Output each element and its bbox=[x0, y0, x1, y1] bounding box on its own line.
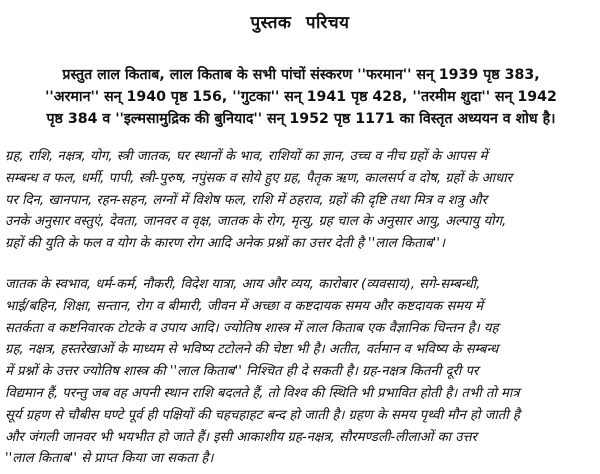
intro-line: प्रस्तुत लाल किताब, लाल किताब के सभी पांचों संस्करण ''फरमान'' सन् 1939 पृष्ठ 383, bbox=[62, 67, 540, 83]
intro-line: पृष्ठ 384 व ''इल्मसामुद्रिक की बुनियाद'' सन् 1952 पृष्ठ 1171 का विस्तृत अध्ययन व शोध है। bbox=[46, 111, 556, 127]
paragraph-description bbox=[5, 274, 597, 470]
page-title: पुस्तक परिचय bbox=[250, 13, 350, 33]
paragraph-line: ग्रह, नक्षत्र, हस्तरेखाओं के माध्यम से भविष्य टटोलने की चेष्टा भी है। अतीत, वर्तमान व भविष्य के सम्बन्ध bbox=[5, 342, 499, 358]
paragraph-line: भाई/बहिन, शिक्षा, सन्तान, रोग व बीमारी, जीवन में अच्छा व कष्टदायक समय और कष्टदायक समय में bbox=[5, 298, 483, 314]
paragraph-line: में प्रश्नों के उत्तर ज्योतिष शास्त्र की ''लाल किताब'' निश्चित ही दे सकती है। ग्रह-नक्षत्र कितनी दूरी पर bbox=[5, 364, 479, 380]
paragraph-line: ग्रहों की युति के फल व योग के कारण रोग आदि अनेक प्रश्नों का उत्तर देती है ''लाल किताब''। bbox=[5, 236, 446, 252]
intro-line: ''अरमान'' सन् 1940 पृष्ठ 156, ''गुटका'' सन् 1941 पृष्ठ 428, ''तरमीम शुदा'' सन् 1942 bbox=[45, 89, 557, 105]
paragraph-line: सतर्कता व कष्टनिवारक टोटके व उपाय आदि। ज्योतिष शास्त्र में लाल किताब एक वैज्ञानिक चिन्तन है। यह bbox=[5, 320, 499, 336]
paragraph-line: सूर्य ग्रहण से चौबीस घण्टे पूर्व ही पक्षियों की चहचहाहट बन्द हो जाती है। ग्रहण के समय पृथ्वी मौन हो जाती है bbox=[5, 407, 520, 423]
paragraph-line: उनके अनुसार वस्तुएं, देवता, जानवर व वृक्ष, जातक के रोग, मृत्यु, ग्रह चाल के अनुसार आयु, अल्पायु योग, bbox=[5, 214, 507, 230]
paragraph-line: और जंगली जानवर भी भयभीत हो जाते हैं। इसी आकाशीय ग्रह-नक्षत्र, सौरमण्डली-लीलाओं का उत्तर bbox=[5, 429, 477, 445]
paragraph-line: ''लाल किताब'' से प्राप्त किया जा सकता है। bbox=[5, 451, 214, 467]
paragraph-line: सम्बन्ध व फल, धर्मी, पापी, स्त्री-पुरुष, नपुंसक व सोये हुए ग्रह, पैतृक ऋण, कालसर्प व दोष, ग्रहों के आधार bbox=[5, 170, 512, 186]
paragraph-line: विद्यमान हैं, परन्तु जब वह अपनी स्थान राशि बदलते हैं, तो विश्व की स्थिति भी प्रभावित होती है। तभी तो मात्र bbox=[5, 385, 520, 401]
paragraph-line: जातक के स्वभाव, धर्म-कर्म, नौकरी, विदेश यात्रा, आय और व्यय, कारोबार (व्यवसाय), सगे-सम्बन्धी, bbox=[5, 277, 481, 292]
paragraph-topics bbox=[5, 146, 597, 255]
intro-paragraph bbox=[4, 64, 598, 130]
paragraph-line: ग्रह, राशि, नक्षत्र, योग, स्त्री जातक, घर स्थानों के भाव, राशियों का ज्ञान, उच्च व नीच ग्रहों के आपस में bbox=[5, 149, 488, 164]
paragraph-line: पर दिन, खानपान, रहन-सहन, लग्नों में विशेष फल, राशि में ठहराव, ग्रहों की दृष्टि तथा मित्र व शत्रु और bbox=[5, 192, 488, 208]
